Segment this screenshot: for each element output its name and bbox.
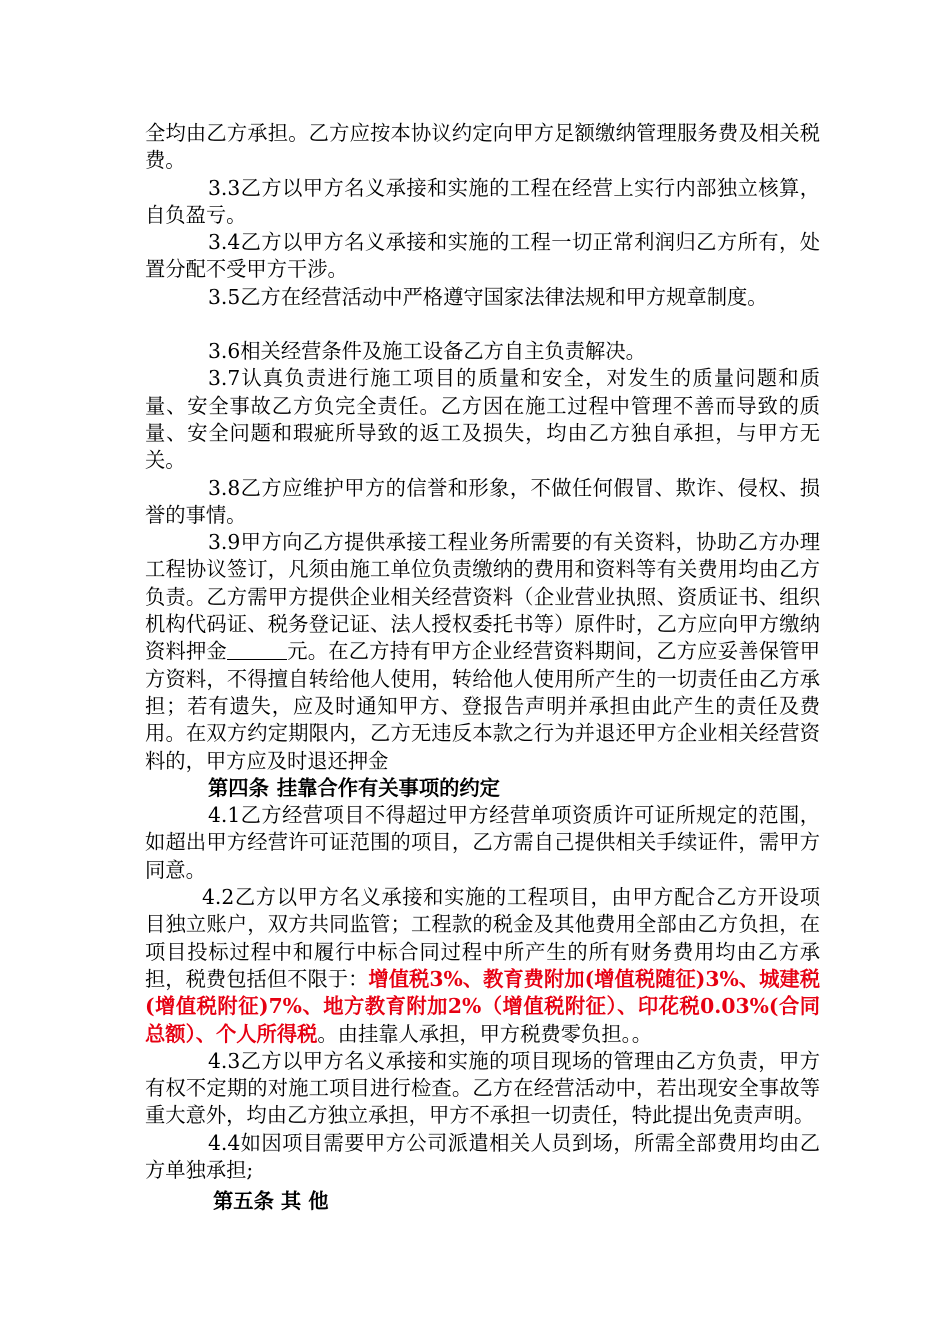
clause-3-9 xyxy=(145,529,820,775)
article-4-title: 挂靠合作有关事项的约定 xyxy=(276,775,500,800)
clause-3-5: 3.5乙方在经营活动中严格遵守国家法律法规和甲方规章制度。 xyxy=(208,284,768,309)
paragraph-continuation: 全均由乙方承担。乙方应按本协议约定向甲方足额缴纳管理服务费及相关税费。 xyxy=(145,121,820,173)
clause-3-6: 3.6相关经营条件及施工设备乙方自主负责解决。 xyxy=(208,339,646,364)
clause-3-8: 3.8乙方应维护甲方的信誉和形象，不做任何假冒、欺诈、侵权、损誉的事情。 xyxy=(145,475,820,527)
article-4-number: 第四条 xyxy=(208,775,269,800)
article-5-heading: 第五条 其 他 xyxy=(213,1189,329,1214)
clause-4-2 xyxy=(145,884,820,1048)
deposit-amount-blank xyxy=(227,639,287,660)
tax-list-highlight: 增值税3%、教育费附加(增值税随征)3%、城建税(增值税附征)7%、地方教育附加2%（增值税附征）、印花税0.03%(合同总额）、个人所得税 xyxy=(145,966,820,1046)
clause-4-2-part-b: 。由挂靠人承担，甲方税费零负担。。 xyxy=(317,1021,653,1046)
clause-3-3: 3.3乙方以甲方名义承接和实施的工程在经营上实行内部独立核算，自负盈亏。 xyxy=(145,175,820,227)
clause-4-2-part-a: 4.2乙方以甲方名义承接和实施的工程项目，由甲方配合乙方开设项目独立账户，双方共同监管；工程款的税金及其他费用全部由乙方负担，在项目投标过程中和履行中标合同过程中所产生的所有财务费用均由乙方承担，税费包括但不限于： xyxy=(145,885,820,991)
clause-4-1: 4.1乙方经营项目不得超过甲方经营单项资质许可证所规定的范围，如超出甲方经营许可证范围的项目，乙方需自己提供相关手续证件，需甲方同意。 xyxy=(145,803,820,882)
clause-4-3: 4.3乙方以甲方名义承接和实施的项目现场的管理由乙方负责，甲方有权不定期的对施工项目进行检查。乙方在经营活动中，若出现安全事故等重大意外，均由乙方独立承担，甲方不承担一切责任，特此提出免责声明。 xyxy=(145,1048,820,1128)
clause-3-7: 3.7认真负责进行施工项目的质量和安全，对发生的质量问题和质量、安全事故乙方负完全责任。乙方因在施工过程中管理不善而导致的质量、安全问题和瑕疵所导致的返工及损失，均由乙方独自承担，与甲方无关。 xyxy=(145,366,820,473)
article-4-heading xyxy=(145,775,820,802)
clause-4-4: 4.4如因项目需要甲方公司派遣相关人员到场，所需全部费用均由乙方单独承担; xyxy=(145,1130,820,1182)
document-page xyxy=(145,120,820,1216)
clause-3-9-part-a: 3.9甲方向乙方提供承接工程业务所需要的有关资料，协助乙方办理工程协议签订，凡须由施工单位负责缴纳的费用和资料等有关费用均由乙方负责。乙方需甲方提供企业相关经营资料（企业营业执照、资质证书、组织机构代码证、税务登记证、法人授权委托书等）原件时，乙方应向甲方缴纳资料押金 xyxy=(145,530,820,664)
clause-3-9-part-b: 元。在乙方持有甲方企业经营资料期间，乙方应妥善保管甲方资料，不得擅自转给他人使用，转给他人使用所产生的一切责任由乙方承担；若有遗失，应及时通知甲方、登报告声明并承担由此产生的责任及费用。在双方约定期限内，乙方无违反本款之行为并退还甲方企业相关经营资料的，甲方应及时退还押金 xyxy=(145,639,820,773)
clause-3-4: 3.4乙方以甲方名义承接和实施的工程一切正常利润归乙方所有，处置分配不受甲方干涉。 xyxy=(145,230,820,282)
